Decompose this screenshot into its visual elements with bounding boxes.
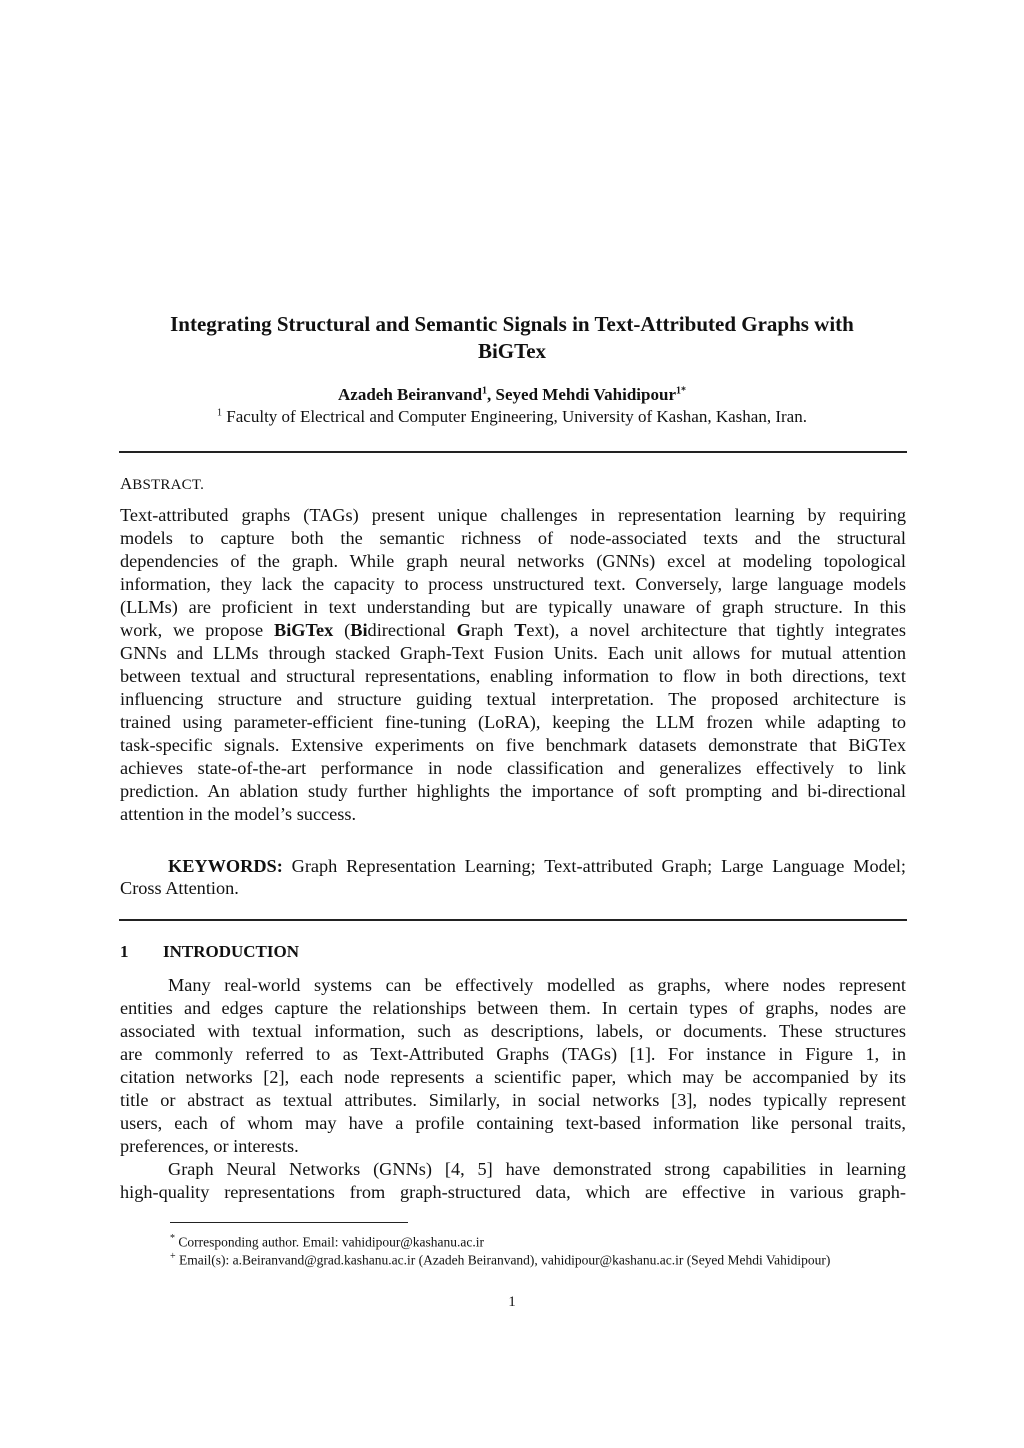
footnote-mark: +	[170, 1251, 176, 1262]
keywords-label: KEYWORDS:	[168, 856, 283, 876]
abstract-line-segment: BiGTex	[274, 620, 334, 640]
intro-line: title or abstract as textual attributes. Similarly, in social networks [3], nodes typically represent	[120, 1090, 906, 1110]
author-sep: ,	[487, 385, 496, 404]
abstract-line: influencing structure and structure guiding textual interpretation. The proposed architecture is	[120, 689, 906, 709]
abstract-line: (LLMs) are proficient in text understanding but are typically unaware of graph structure. In this	[120, 597, 906, 617]
abstract-line: trained using parameter-efficient fine-tuning (LoRA), keeping the LLM frozen while adapting to	[120, 712, 906, 732]
abstract-line-segment: (	[333, 620, 351, 640]
affiliation-text: Faculty of Electrical and Computer Engineering, University of Kashan, Kashan, Iran.	[222, 407, 807, 426]
abstract-line-segment: raph	[470, 620, 515, 640]
affiliation	[100, 407, 924, 427]
footnote-mark: *	[170, 1233, 175, 1244]
abstract-line: GNNs and LLMs through stacked Graph-Text Fusion Units. Each unit allows for mutual attention	[120, 643, 906, 663]
abstract-line-segment: T	[514, 620, 527, 640]
abstract-line: information, they lack the capacity to process unstructured text. Conversely, large language models	[120, 574, 906, 594]
intro-line: Graph Neural Networks (GNNs) [4, 5] have demonstrated strong capabilities in learning	[168, 1159, 906, 1179]
footnote-1	[170, 1233, 484, 1251]
abstract-line-segment: work, we propose	[120, 620, 275, 640]
abstract-line: task-specific signals. Extensive experiments on five benchmark datasets demonstrate that BiGTex	[120, 735, 906, 755]
abstract-line-segment: G	[456, 620, 471, 640]
intro-line: entities and edges capture the relationships between them. In certain types of graphs, nodes are	[120, 998, 906, 1018]
abstract-line: achieves state-of-the-art performance in node classification and generalizes effectively to link	[120, 758, 906, 778]
author-1: Azadeh Beiranvand	[338, 385, 483, 404]
intro-line: are commonly referred to as Text-Attributed Graphs (TAGs) [1]. For instance in Figure 1, in	[120, 1044, 906, 1064]
section-number: 1	[120, 942, 129, 961]
page-number: 1	[508, 1294, 516, 1310]
intro-line: high-quality representations from graph-structured data, which are effective in various graph-	[120, 1182, 906, 1202]
bottom-rule	[119, 919, 907, 921]
keywords-line-1	[120, 855, 906, 877]
abstract-line: Text-attributed graphs (TAGs) present unique challenges in representation learning by requiring	[120, 505, 906, 525]
keywords-text: Graph Representation Learning; Text-attributed Graph; Large Language Model;	[282, 856, 906, 876]
intro-line: preferences, or interests.	[120, 1136, 299, 1156]
affiliation-mark: 1	[217, 407, 223, 419]
keywords-line-2: Cross Attention.	[120, 878, 239, 898]
author-2-affil: 1*	[676, 385, 686, 397]
authors	[100, 385, 924, 405]
intro-line: users, each of whom may have a profile containing text-based information like personal traits,	[120, 1113, 906, 1133]
footnote-text: Corresponding author. Email: vahidipour@kashanu.ac.ir	[175, 1234, 484, 1250]
paper-title-line-1: Integrating Structural and Semantic Signals in Text-Attributed Graphs with	[170, 312, 854, 336]
section-heading	[120, 942, 300, 962]
abstract-line: models to capture both the semantic richness of node-associated texts and the structural	[120, 528, 906, 548]
footnote-2	[170, 1251, 830, 1269]
abstract-line-segment: Bi	[350, 620, 368, 640]
paper-title-line-2: BiGTex	[477, 339, 547, 363]
intro-line: Many real-world systems can be effectively modelled as graphs, where nodes represent	[168, 975, 906, 995]
top-rule	[119, 451, 907, 453]
abstract-heading	[120, 474, 204, 494]
abstract-heading-rest: BSTRACT.	[132, 477, 205, 493]
abstract-line: between textual and structural representations, enabling information to flow in both directions, text	[120, 666, 906, 686]
intro-line: associated with textual information, such as descriptions, labels, or documents. These structures	[120, 1021, 906, 1041]
section-title: INTRODUCTION	[163, 942, 300, 961]
abstract-line: dependencies of the graph. While graph neural networks (GNNs) excel at modeling topological	[120, 551, 906, 571]
footnote-text: Email(s): a.Beiranvand@grad.kashanu.ac.ir (Azadeh Beiranvand), vahidipour@kashanu.ac.ir (Seyed Mehdi Vahidipour)	[175, 1252, 831, 1268]
abstract-line	[120, 619, 906, 641]
abstract-line: attention in the model’s success.	[120, 804, 357, 824]
intro-line: citation networks [2], each node represents a scientific paper, which may be accompanied by its	[120, 1067, 906, 1087]
footnote-rule	[170, 1222, 408, 1223]
abstract-heading-initial: A	[120, 474, 133, 493]
abstract-line: prediction. An ablation study further highlights the importance of soft prompting and bi-directional	[120, 781, 906, 801]
author-1-affil: 1	[482, 385, 488, 397]
abstract-line-segment: directional	[367, 620, 457, 640]
abstract-line-segment: ext), a novel architecture that tightly integrates	[526, 620, 906, 640]
author-2: Seyed Mehdi Vahidipour	[495, 385, 676, 404]
